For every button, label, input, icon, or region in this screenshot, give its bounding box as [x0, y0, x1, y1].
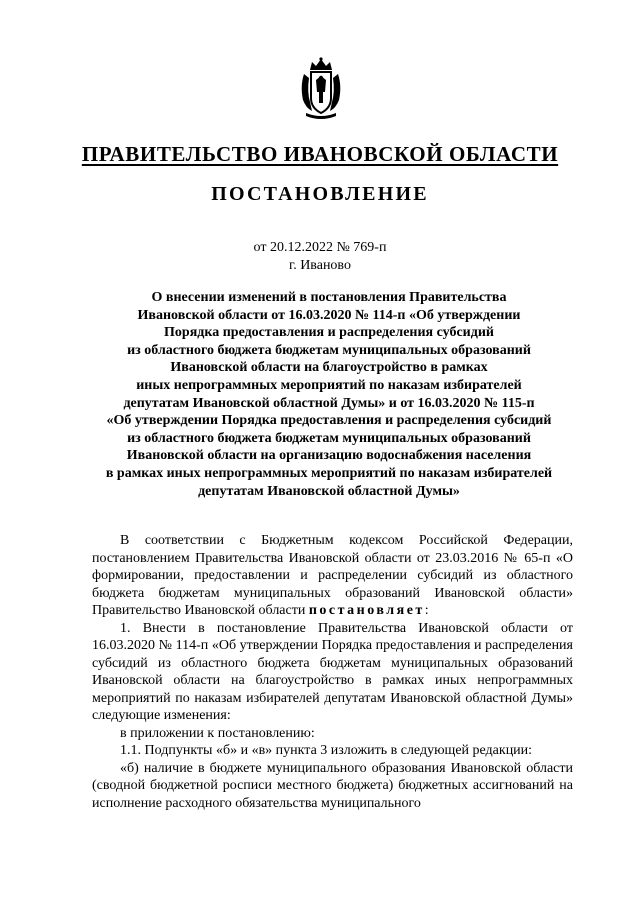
- title-line: из областного бюджета бюджетам муниципальных образований: [127, 342, 531, 358]
- title-line: из областного бюджета бюджетам муниципальных образований: [127, 430, 531, 446]
- document-body: [92, 532, 573, 812]
- preamble-text: В соответствии с Бюджетным кодексом Российской Федерации, постановлением Правительства Ивановской области от 23.03.2016 № 65-п «О формировании, предоставлении и распределении субсидий из областного бюджета бюджетам муниципальных образований Ивановской области» Правительство Ивановской области: [92, 533, 573, 618]
- decree-word: постановляет: [308, 603, 425, 618]
- item-1-paragraph: 1. Внести в постановление Правительства Ивановской области от 16.03.2020 № 114-п «Об утверждении Порядка предоставления и распределения субсидий из областного бюджета бюджетам муниципальных образований Ивановской области на благоустройство в рамках иных непрограммных мероприятий по наказам избирателей депутатам Ивановской областной Думы» следующие изменения:: [92, 620, 573, 723]
- item-1-1-paragraph: 1.1. Подпункты «б» и «в» пункта 3 изложить в следующей редакции:: [120, 743, 533, 758]
- title-line: О внесении изменений в постановления Правительства: [151, 290, 507, 305]
- title-line: Ивановской области на организацию водоснабжения населения: [126, 448, 532, 464]
- title-line: «Об утверждении Порядка предоставления и распределения субсидий: [106, 413, 552, 429]
- organization-name: ПРАВИТЕЛЬСТВО ИВАНОВСКОЙ ОБЛАСТИ: [81, 142, 559, 166]
- preamble-paragraph: [92, 532, 573, 620]
- document-type: ПОСТАНОВЛЕНИЕ: [211, 183, 429, 205]
- subitem-b-paragraph: «б) наличие в бюджете муниципального образования Ивановской области (сводной бюджетной росписи местного бюджета) бюджетных ассигнований на исполнение расходного обязательства муниципального: [92, 760, 573, 811]
- decree-suffix: :: [424, 603, 429, 618]
- title-line: в рамках иных непрограммных мероприятий по наказам избирателей: [105, 465, 553, 481]
- title-line: Ивановской области на благоустройство в рамках: [170, 360, 488, 376]
- document-title: [84, 289, 574, 500]
- date-number: от 20.12.2022 № 769-п: [253, 240, 387, 255]
- city: г. Иваново: [289, 258, 351, 273]
- item-1-intro-paragraph: в приложении к постановлению:: [120, 725, 315, 741]
- title-line: иных непрограммных мероприятий по наказам избирателей: [136, 377, 522, 393]
- title-line: депутатам Ивановской областной Думы» и от 16.03.2020 № 115-п: [123, 395, 535, 411]
- document-meta: [0, 239, 640, 275]
- coat-of-arms-icon: [298, 56, 344, 120]
- title-line: депутатам Ивановской областной Думы»: [198, 483, 460, 499]
- title-line: Ивановской области от 16.03.2020 № 114-п «Об утверждении: [137, 307, 521, 323]
- title-line: Порядка предоставления и распределения субсидий: [164, 325, 494, 341]
